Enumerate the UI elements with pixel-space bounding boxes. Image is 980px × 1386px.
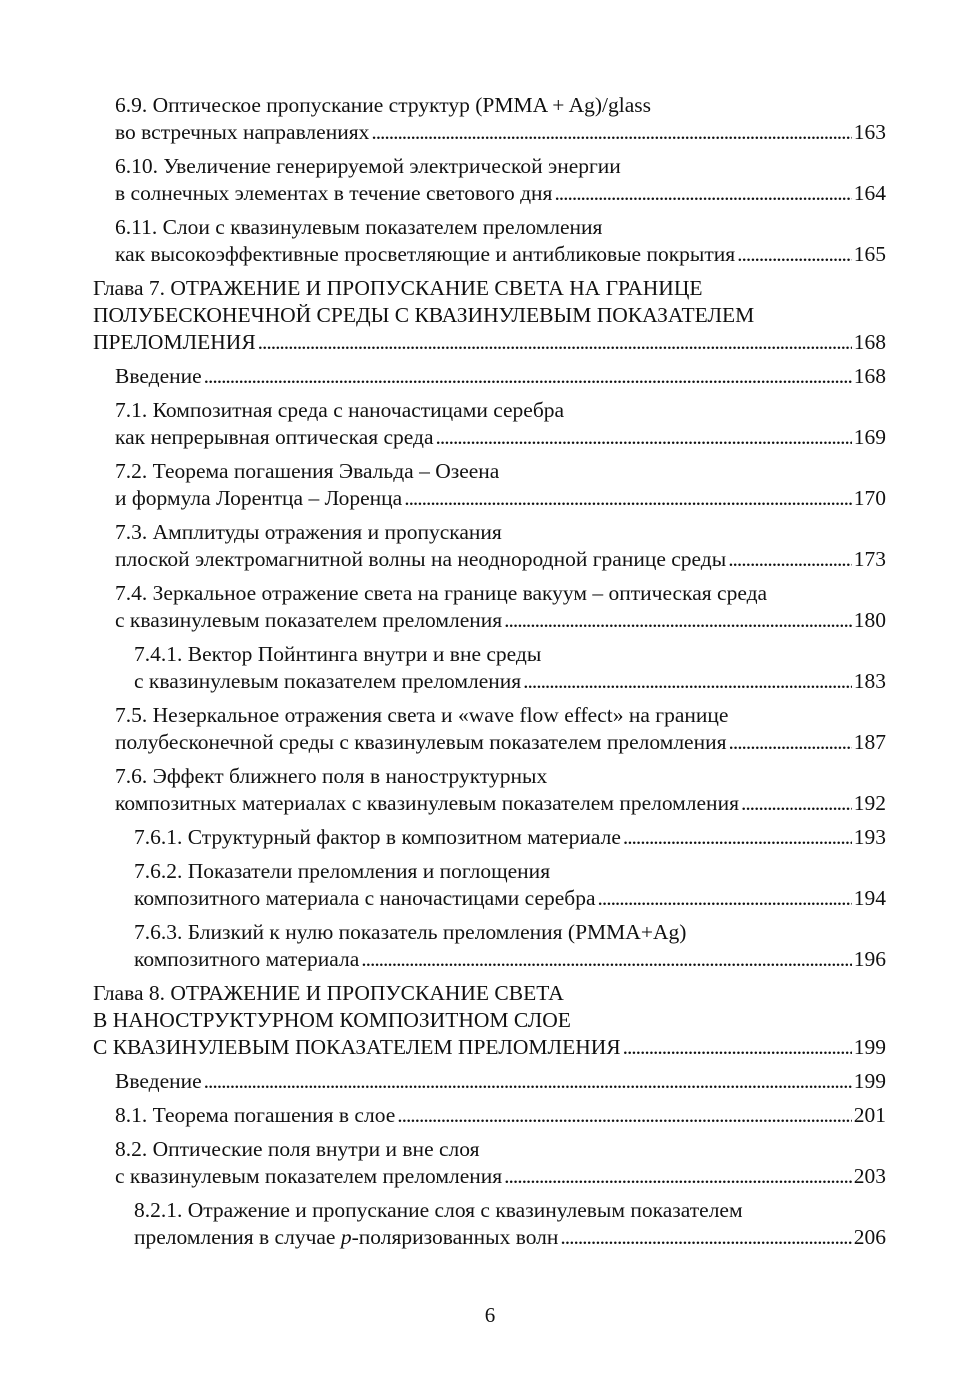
toc-entry-title-end: в солнечных элементах в течение светового дня [115,181,553,205]
toc-entry-7-4-1 [93,641,886,695]
toc-page-number: 203 [853,1164,886,1188]
toc-page-number: 206 [853,1225,886,1249]
toc-page-number: 163 [853,120,886,144]
toc-entry-8-2 [93,1136,886,1190]
toc-chapter-8 [93,980,886,1061]
toc-entry-title-part: преломления в случае [134,1225,341,1249]
toc-entry-7-6-3 [93,919,886,973]
dot-leader [504,1163,852,1190]
toc-entry-7-6-2 [93,858,886,912]
toc-entry-title-end: и формула Лорентца – Лоренца [115,486,403,510]
dot-leader [623,824,852,851]
toc-entry-7-4 [93,580,886,634]
toc-entry-title: 6.9. Оптическое пропускание структур (PMMA + Ag)/glass [115,93,652,117]
toc-entry-7-5 [93,702,886,756]
toc-entry-7-3 [93,519,886,573]
dot-leader [361,946,851,973]
toc-page-number: 164 [853,181,886,205]
toc-page-number: 196 [853,947,886,971]
toc-entry-title: 8.2.1. Отражение и пропускание слоя с квазинулевым показателем [134,1198,743,1222]
toc-page-number: 168 [853,364,886,388]
toc-entry-title-italic: p [340,1225,352,1249]
toc-entry-title-end: с квазинулевым показателем преломления [115,608,503,632]
dot-leader [728,546,852,573]
dot-leader [523,668,852,695]
toc-entry-title-end: Введение [115,364,202,388]
toc-entry-title-end: как высокоэффективные просветляющие и антибликовые покрытия [115,242,736,266]
toc-entry-title-part: -поляризованных волн [351,1225,559,1249]
toc-entry-title: 7.6.3. Близкий к нулю показатель преломления (PMMA+Ag) [134,920,687,944]
toc-entry-6-9 [93,92,886,146]
toc-entry-title-end: с квазинулевым показателем преломления [115,1164,503,1188]
toc-entry-title: 8.2. Оптические поля внутри и вне слоя [115,1137,480,1161]
toc-entry-7-2 [93,458,886,512]
dot-leader [504,607,852,634]
toc-entry-title-end: плоской электромагнитной волны на неоднородной границе среды [115,547,727,571]
toc-entry-8-1 [93,1102,886,1129]
toc-entry-title: 7.4.1. Вектор Пойнтинга внутри и вне среды [134,642,542,666]
dot-leader [258,329,852,356]
toc-chapter-title-end: С КВАЗИНУЛЕВЫМ ПОКАЗАТЕЛЕМ ПРЕЛОМЛЕНИЯ [93,1035,621,1059]
toc-page-number: 180 [853,608,886,632]
toc-entry-title: 7.3. Амплитуды отражения и пропускания [115,520,502,544]
toc-entry-title: 6.11. Слои с квазинулевым показателем преломления [115,215,603,239]
toc-page-number: 169 [853,425,886,449]
toc-entry-title-end [134,1224,558,1251]
toc-page-number: 165 [853,242,886,266]
toc-entry-title: 7.4. Зеркальное отражение света на границе вакуум – оптическая среда [115,581,768,605]
toc-page-number: 168 [853,330,886,354]
dot-leader [397,1102,852,1129]
toc-page-number: 199 [853,1035,886,1059]
toc-page-number: 201 [853,1103,886,1127]
toc-chapter-title: Глава 8. ОТРАЖЕНИЕ И ПРОПУСКАНИЕ СВЕТА [93,981,564,1005]
toc-chapter-title: Глава 7. ОТРАЖЕНИЕ И ПРОПУСКАНИЕ СВЕТА НА ГРАНИЦЕ [93,276,703,300]
toc-entry-title-end: во встречных направлениях [115,120,370,144]
toc-page-number: 170 [853,486,886,510]
toc-entry-8-2-1 [93,1197,886,1251]
toc-entry-7-6 [93,763,886,817]
toc-entry-title-end: Введение [115,1069,202,1093]
toc-entry-title-end: 7.6.1. Структурный фактор в композитном материале [134,825,621,849]
dot-leader [560,1224,851,1251]
toc-entry-7-1 [93,397,886,451]
toc-chapter-title: ПОЛУБЕСКОНЕЧНОЙ СРЕДЫ С КВАЗИНУЛЕВЫМ ПОКАЗАТЕЛЕМ [93,303,755,327]
toc-entry-title-end: полубесконечной среды с квазинулевым показателем преломления [115,730,727,754]
toc-page-number: 193 [853,825,886,849]
toc-entry-title-end: композитного материала [134,947,360,971]
toc-page-number: 183 [853,669,886,693]
toc-entry-title-end: 8.1. Теорема погашения в слое [115,1103,396,1127]
toc-chapter-7 [93,275,886,356]
page-number: 6 [484,1303,496,1327]
toc-page-number: 187 [853,730,886,754]
dot-leader [204,363,852,390]
toc-entry-title: 7.2. Теорема погашения Эвальда – Озеена [115,459,500,483]
dot-leader [741,790,852,817]
dot-leader [737,241,852,268]
table-of-contents [93,92,886,1258]
toc-entry-7-6-1 [93,824,886,851]
dot-leader [404,485,852,512]
toc-chapter-title-end: ПРЕЛОМЛЕНИЯ [93,330,256,354]
dot-leader [729,729,852,756]
toc-page-number: 192 [853,791,886,815]
toc-entry-intro-8 [93,1068,886,1095]
toc-entry-6-11 [93,214,886,268]
toc-entry-title-end: композитного материала с наночастицами серебра [134,886,596,910]
dot-leader [598,885,852,912]
dot-leader [371,119,851,146]
toc-entry-title: 7.6. Эффект ближнего поля в наноструктурных [115,764,548,788]
toc-entry-title: 6.10. Увеличение генерируемой электрической энергии [115,154,621,178]
toc-entry-title: 7.1. Композитная среда с наночастицами серебра [115,398,565,422]
toc-entry-title-end: с квазинулевым показателем преломления [134,669,522,693]
toc-entry-title-end: композитных материалах с квазинулевым показателем преломления [115,791,739,815]
toc-entry-title: 7.5. Незеркальное отражения света и «wave flow effect» на границе [115,703,729,727]
dot-leader [554,180,851,207]
toc-entry-title: 7.6.2. Показатели преломления и поглощения [134,859,551,883]
toc-page-number: 194 [853,886,886,910]
toc-page-number: 199 [853,1069,886,1093]
toc-entry-6-10 [93,153,886,207]
toc-entry-title-end: как непрерывная оптическая среда [115,425,434,449]
dot-leader [623,1034,852,1061]
toc-entry-intro-7 [93,363,886,390]
toc-page-number: 173 [853,547,886,571]
toc-chapter-title: В НАНОСТРУКТУРНОМ КОМПОЗИТНОМ СЛОЕ [93,1008,571,1032]
dot-leader [204,1068,852,1095]
dot-leader [436,424,852,451]
